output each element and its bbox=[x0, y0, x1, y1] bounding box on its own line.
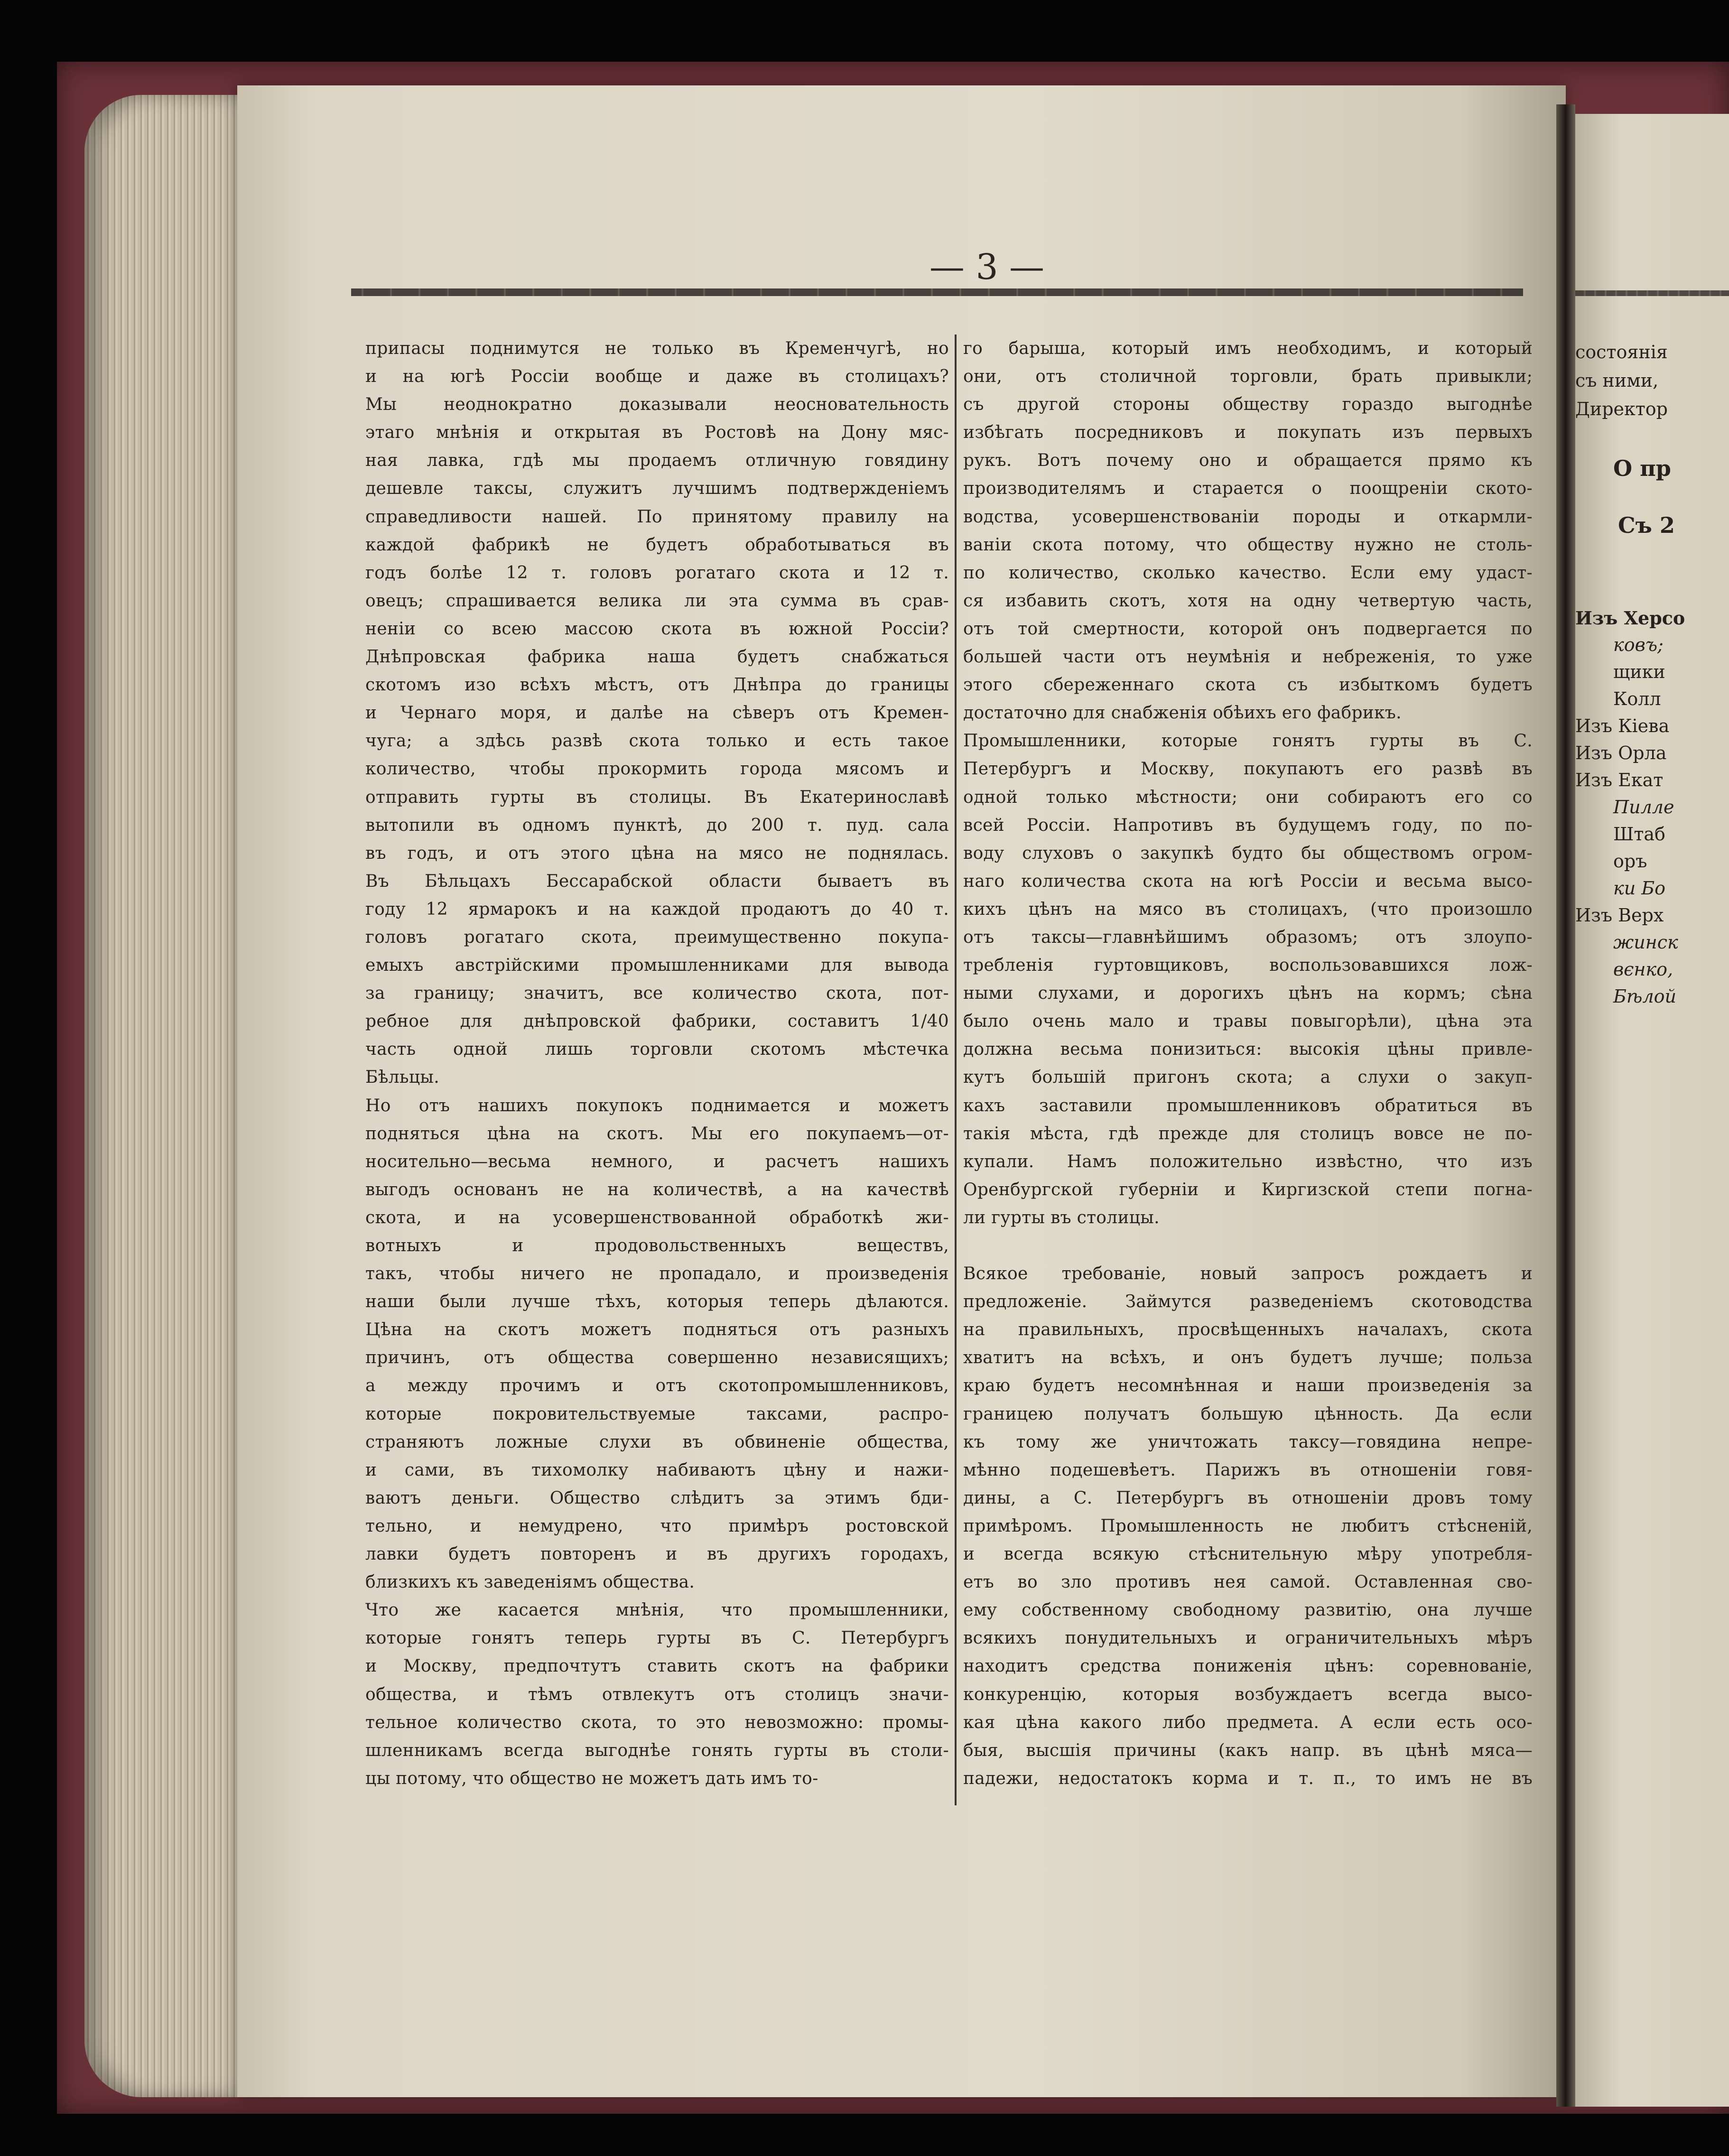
text-line: которые покровительствуемые таксами, распро- bbox=[365, 1404, 949, 1424]
right-list-item: ковъ; bbox=[1613, 634, 1664, 655]
text-line: ваютъ деньги. Общество слѣдитъ за этимъ бди- bbox=[365, 1488, 949, 1508]
text-line: го барыша, который имъ необходимъ, и который bbox=[963, 339, 1533, 358]
page-number: — 3 — bbox=[929, 247, 1045, 288]
text-line: быя, высшія причины (какъ напр. въ цѣнѣ мяса— bbox=[963, 1740, 1533, 1760]
text-line: и всегда всякую стѣснительную мѣру употребля- bbox=[963, 1544, 1533, 1564]
text-line: и Москву, предпочтутъ ставить скотъ на фабрики bbox=[365, 1656, 949, 1676]
right-list-item: жинск bbox=[1613, 932, 1678, 953]
text-line: отъ таксы—главнѣйшимъ образомъ; отъ злоупо- bbox=[963, 927, 1533, 947]
text-line: емыхъ австрійскими промышленниками для вывода bbox=[365, 956, 949, 976]
text-line: ему собственному свободному развитію, она лучше bbox=[963, 1600, 1533, 1620]
right-list-item: Изъ Екат bbox=[1575, 770, 1664, 790]
text-line: за границу; значитъ, все количество скота, пот- bbox=[365, 984, 949, 1004]
text-line: близкихъ къ заведеніямъ общества. bbox=[365, 1572, 695, 1592]
text-line: а между прочимъ и отъ скотопромышленниковъ, bbox=[365, 1376, 949, 1396]
text-line: Оренбургской губерніи и Киргизской степи погна- bbox=[963, 1180, 1533, 1199]
book-gutter bbox=[1556, 104, 1575, 2107]
text-line: ная лавка, гдѣ мы продаемъ отличную говядину bbox=[365, 451, 949, 471]
text-line: по количество, сколько качество. Если ему удаст- bbox=[963, 563, 1533, 583]
text-line: въ годъ, и отъ этого цѣна на мясо не поднялась. bbox=[365, 843, 949, 863]
right-list-item: Бѣлой bbox=[1613, 986, 1676, 1007]
text-line: году 12 ярмарокъ и на каждой продаютъ до 40 т. bbox=[365, 899, 949, 919]
text-line: купали. Намъ положительно извѣстно, что изъ bbox=[963, 1152, 1533, 1171]
text-line: Всякое требованіе, новый запросъ рождаетъ и bbox=[963, 1264, 1533, 1284]
text-line: шленникамъ всегда выгоднѣе гонять гурты въ столи- bbox=[365, 1740, 949, 1760]
text-line: вотныхъ и продовольственныхъ веществъ, bbox=[365, 1236, 949, 1255]
text-line: кутъ большій пригонъ скота; а слухи о закуп- bbox=[963, 1068, 1533, 1087]
text-line: мѣнно подешевѣетъ. Парижъ въ отношеніи говя- bbox=[963, 1460, 1533, 1480]
text-line: такія мѣста, гдѣ прежде для столицъ вовсе не по- bbox=[963, 1124, 1533, 1143]
right-top-line: Директор bbox=[1575, 399, 1668, 419]
text-line: справедливости нашей. По принятому правилу на bbox=[365, 507, 949, 527]
header-rule bbox=[351, 288, 1523, 296]
text-line: каждой фабрикѣ не будетъ обработываться въ bbox=[365, 535, 949, 555]
text-line: припасы поднимутся не только въ Кременчугѣ, но bbox=[365, 339, 949, 358]
text-line: количество, чтобы прокормить города мясомъ и bbox=[365, 759, 949, 779]
text-line: чуга; а здѣсь развѣ скота только и есть такое bbox=[365, 731, 949, 751]
right-list-item: Колл bbox=[1613, 688, 1661, 709]
text-line: кахъ заставили промышленниковъ обратиться въ bbox=[963, 1096, 1533, 1115]
right-subheading: Съ 2 bbox=[1618, 512, 1675, 538]
text-line: лавки будетъ повторенъ и въ другихъ городахъ, bbox=[365, 1544, 949, 1564]
right-list-item: Изъ Верх bbox=[1575, 905, 1664, 926]
text-line: Мы неоднократно доказывали неосновательность bbox=[365, 395, 949, 415]
text-line: дины, а С. Петербургъ въ отношеніи дровъ тому bbox=[963, 1488, 1533, 1508]
text-line: къ тому же уничтожать таксу—говядина непре- bbox=[963, 1432, 1533, 1452]
text-line: ся избавить скотъ, хотя на одну четвертую часть, bbox=[963, 591, 1533, 611]
right-list-item: щики bbox=[1613, 661, 1665, 682]
right-list-item: вєнко, bbox=[1613, 959, 1673, 980]
text-line: кихъ цѣнъ на мясо въ столицахъ, (что произошло bbox=[963, 899, 1533, 919]
text-line: ребное для днѣпровской фабрики, составитъ 1/40 bbox=[365, 1012, 949, 1032]
text-line: годъ болѣе 12 т. головъ рогатаго скота и 12 т. bbox=[365, 563, 949, 583]
text-line: на правильныхъ, просвѣщенныхъ началахъ, скота bbox=[963, 1320, 1533, 1340]
text-line: овецъ; спрашивается велика ли эта сумма въ срав- bbox=[365, 591, 949, 611]
text-line: которые гонятъ теперь гурты въ С. Петербургъ bbox=[365, 1628, 949, 1648]
text-line: границею получатъ большую цѣнность. Да если bbox=[963, 1404, 1533, 1424]
right-page bbox=[1575, 114, 1729, 2107]
text-line: падежи, недостатокъ корма и т. п., то имъ не въ bbox=[963, 1768, 1533, 1788]
text-line: достаточно для снабженія обѣихъ его фабрикъ. bbox=[963, 703, 1402, 723]
text-line: воду слуховъ о закупкѣ будто бы обществомъ огром- bbox=[963, 843, 1533, 863]
text-line: Днѣпровская фабрика наша будетъ снабжаться bbox=[365, 647, 949, 667]
right-list-item: ки Бо bbox=[1613, 878, 1666, 899]
text-line: страняютъ ложные слухи въ обвиненіе общества, bbox=[365, 1432, 949, 1452]
text-line: головъ рогатаго скота, преимущественно покупа- bbox=[365, 927, 949, 947]
right-top-line: съ ними, bbox=[1575, 370, 1659, 391]
text-line: тельное количество скота, то это невозможно: промы- bbox=[365, 1712, 949, 1732]
right-heading: О пр bbox=[1613, 455, 1671, 481]
right-top-line: состоянія bbox=[1575, 342, 1668, 362]
text-line: требленія гуртовщиковъ, воспользовавшихся лож- bbox=[963, 956, 1533, 976]
text-line: находитъ средства пониженія цѣнъ: соревнованіе, bbox=[963, 1656, 1533, 1676]
text-line: примѣромъ. Промышленность не любитъ стѣсненій, bbox=[963, 1516, 1533, 1536]
page-edges bbox=[84, 95, 255, 2097]
right-list-item: Штаб bbox=[1613, 824, 1665, 845]
text-line: должна весьма понизиться: высокія цѣны привле- bbox=[963, 1040, 1533, 1059]
right-list-item: Пилле bbox=[1613, 797, 1674, 818]
right-list-item: Изъ Кіева bbox=[1575, 716, 1670, 736]
text-line: было очень мало и травы повыгорѣли), цѣна эта bbox=[963, 1012, 1533, 1032]
text-line: дешевле таксы, служитъ лучшимъ подтвержденіемъ bbox=[365, 479, 949, 499]
text-line: носительно—весьма немного, и расчетъ нашихъ bbox=[365, 1152, 949, 1171]
text-line: всей Россіи. Напротивъ въ будущемъ году, по по- bbox=[963, 815, 1533, 835]
text-line: всякихъ понудительныхъ и ограничительныхъ мѣръ bbox=[963, 1628, 1533, 1648]
text-line bbox=[963, 1232, 1533, 1260]
text-line: избѣгать посредниковъ и покупать изъ первыхъ bbox=[963, 423, 1533, 443]
text-line: неніи со всею массою скота въ южной Россіи? bbox=[365, 619, 949, 639]
text-line: Цѣна на скотъ можетъ подняться отъ разныхъ bbox=[365, 1320, 949, 1340]
text-line: они, отъ столичной торговли, брать привыкли; bbox=[963, 367, 1533, 387]
text-line: ваніи скота потому, что обществу нужно не столь- bbox=[963, 535, 1533, 555]
text-line: такъ, чтобы ничего не пропадало, и произведенія bbox=[365, 1264, 949, 1284]
right-header-rule bbox=[1575, 290, 1729, 296]
text-line: кая цѣна какого либо предмета. А если есть осо- bbox=[963, 1712, 1533, 1732]
text-line: причинъ, отъ общества совершенно независящихъ; bbox=[365, 1348, 949, 1368]
text-line: конкуренцію, которыя возбуждаетъ всегда высо- bbox=[963, 1684, 1533, 1704]
text-line: цы потому, что общество не можетъ дать имъ то- bbox=[365, 1768, 818, 1788]
text-line: наго количества скота на югѣ Россіи и весьма высо- bbox=[963, 871, 1533, 891]
right-list-item: оръ bbox=[1613, 851, 1647, 872]
text-line: Промышленники, которые гонятъ гурты въ С. bbox=[963, 731, 1533, 751]
text-line: краю будетъ несомнѣнная и наши произведенія за bbox=[963, 1376, 1533, 1396]
text-line: производителямъ и старается о поощреніи ското- bbox=[963, 479, 1533, 499]
text-line: вытопили въ одномъ пунктѣ, до 200 т. пуд. сала bbox=[365, 815, 949, 835]
text-line: общества, и тѣмъ отвлекутъ отъ столицъ значи- bbox=[365, 1684, 949, 1704]
text-line: ными слухами, и дорогихъ цѣнъ на кормъ; сѣна bbox=[963, 984, 1533, 1004]
text-line: водства, усовершенствованіи породы и откармли- bbox=[963, 507, 1533, 527]
text-line: и Чернаго моря, и далѣе на сѣверъ отъ Кремен- bbox=[365, 703, 949, 723]
text-line: Въ Бѣльцахъ Бессарабской области бываетъ въ bbox=[365, 871, 949, 891]
text-line: етъ во зло противъ нея самой. Оставленная сво- bbox=[963, 1572, 1533, 1592]
text-line: Но отъ нашихъ покупокъ поднимается и можетъ bbox=[365, 1096, 949, 1115]
text-column-right bbox=[963, 335, 1533, 1793]
text-line: предложеніе. Займутся разведеніемъ скотоводства bbox=[963, 1292, 1533, 1312]
text-line: и на югѣ Россіи вообще и даже въ столицахъ? bbox=[365, 367, 949, 387]
text-line: Петербургъ и Москву, покупаютъ его развѣ въ bbox=[963, 759, 1533, 779]
text-line: наши были лучше тѣхъ, которыя теперь дѣлаются. bbox=[365, 1292, 949, 1312]
text-line: тельно, и немудрено, что примѣръ ростовской bbox=[365, 1516, 949, 1536]
text-line: отъ той смертности, которой онъ подвергается по bbox=[963, 619, 1533, 639]
text-line: хватитъ на всѣхъ, и онъ будетъ лучше; польза bbox=[963, 1348, 1533, 1368]
text-line: съ другой стороны обществу гораздо выгоднѣе bbox=[963, 395, 1533, 415]
text-line: этого сбереженнаго скота съ избыткомъ будетъ bbox=[963, 675, 1533, 695]
text-line: часть одной лишь торговли скотомъ мѣстечка bbox=[365, 1040, 949, 1059]
text-line: Что же касается мнѣнія, что промышленники, bbox=[365, 1600, 949, 1620]
text-column-left bbox=[365, 335, 949, 1793]
text-line: скота, и на усовершенствованной обработкѣ жи- bbox=[365, 1208, 949, 1227]
text-line: одной только мѣстности; они собираютъ его со bbox=[963, 787, 1533, 807]
text-line: ли гурты въ столицы. bbox=[963, 1208, 1160, 1227]
right-list-item: Изъ Херсо bbox=[1575, 607, 1685, 629]
right-list-item: Изъ Орла bbox=[1575, 743, 1667, 763]
text-line: большей части отъ неумѣнія и небреженія, то уже bbox=[963, 647, 1533, 667]
text-line: скотомъ изо всѣхъ мѣстъ, отъ Днѣпра до границы bbox=[365, 675, 949, 695]
text-line: подняться цѣна на скотъ. Мы его покупаемъ—от- bbox=[365, 1124, 949, 1143]
text-line: и сами, въ тихомолку набиваютъ цѣну и нажи- bbox=[365, 1460, 949, 1480]
text-line: этаго мнѣнія и открытая въ Ростовѣ на Дону мяс- bbox=[365, 423, 949, 443]
text-line: выгодъ основанъ не на количествѣ, а на качествѣ bbox=[365, 1180, 949, 1199]
text-line: Бѣльцы. bbox=[365, 1068, 439, 1087]
column-divider bbox=[955, 335, 957, 1805]
text-line: отправить гурты въ столицы. Въ Екатеринославѣ bbox=[365, 787, 949, 807]
text-line: рукъ. Вотъ почему оно и обращается прямо къ bbox=[963, 451, 1533, 471]
